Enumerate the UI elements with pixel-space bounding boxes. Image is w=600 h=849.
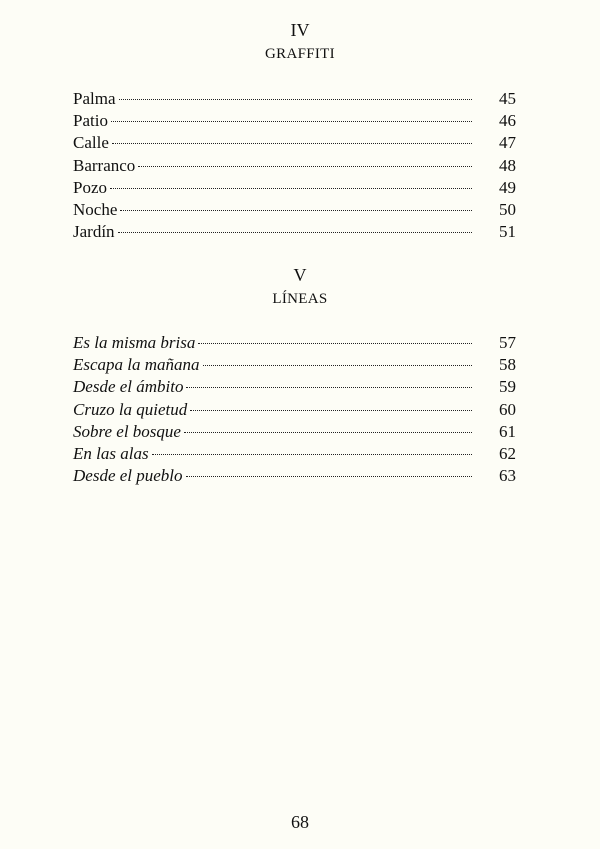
toc-entry-page: 47: [499, 133, 516, 153]
dot-leader: [186, 387, 472, 388]
dot-leader: [138, 166, 472, 167]
toc-entry-page: 48: [499, 155, 516, 175]
toc-entry-page: 45: [499, 89, 516, 108]
dot-leader: [112, 143, 472, 144]
toc-entry-title: En las alas: [73, 443, 149, 463]
toc-entry-page: 62: [499, 443, 516, 463]
toc-entry-title: Cruzo la quietud: [73, 399, 188, 419]
dot-leader: [190, 410, 472, 411]
dot-leader: [111, 121, 472, 122]
dot-leader: [110, 188, 472, 189]
dot-leader: [198, 343, 472, 344]
toc-entry-es-la-misma-brisa[interactable]: [73, 332, 516, 354]
dot-leader: [152, 454, 472, 455]
toc-entry-title: Es la misma brisa: [73, 333, 196, 352]
toc-entry-sobre-el-bosque[interactable]: [73, 421, 516, 443]
section-iv-title: GRAFFITI: [265, 46, 335, 62]
section-iv-numeral: IV: [290, 20, 310, 40]
toc-entry-page: 58: [499, 355, 516, 375]
toc-entry-jardin[interactable]: [73, 221, 516, 243]
toc-list-lineas: [73, 332, 516, 487]
dot-leader: [203, 365, 472, 366]
toc-list-graffiti: [73, 88, 516, 243]
toc-entry-title: Jardín: [73, 222, 115, 242]
toc-entry-patio[interactable]: [73, 110, 516, 132]
toc-entry-calle[interactable]: [73, 132, 516, 154]
toc-entry-page: 63: [499, 466, 516, 486]
toc-entry-page: 46: [499, 111, 516, 131]
toc-entry-title: Patio: [73, 111, 108, 131]
toc-entry-escapa-la-manana[interactable]: [73, 354, 516, 376]
toc-entry-desde-el-ambito[interactable]: [73, 376, 516, 398]
toc-entry-page: 61: [499, 421, 516, 441]
toc-entry-page: 60: [499, 399, 516, 419]
toc-entry-palma[interactable]: [73, 88, 516, 110]
toc-entry-title: Desde el ámbito: [73, 377, 184, 397]
toc-entry-title: Barranco: [73, 155, 136, 175]
toc-entry-title: Palma: [73, 89, 116, 108]
toc-entry-title: Sobre el bosque: [73, 421, 181, 441]
toc-entry-title: Pozo: [73, 177, 107, 197]
toc-entry-page: 49: [499, 177, 516, 197]
dot-leader: [186, 476, 472, 477]
toc-entry-title: Escapa la mañana: [73, 355, 200, 375]
dot-leader: [120, 210, 472, 211]
dot-leader: [184, 432, 472, 433]
dot-leader: [118, 232, 472, 233]
toc-entry-page: 57: [499, 333, 516, 352]
section-v-numeral: V: [293, 265, 307, 285]
toc-entry-desde-el-pueblo[interactable]: [73, 465, 516, 487]
toc-entry-page: 51: [499, 222, 516, 242]
toc-entry-title: Noche: [73, 199, 118, 219]
toc-entry-noche[interactable]: [73, 199, 516, 221]
toc-entry-title: Calle: [73, 133, 109, 153]
dot-leader: [119, 99, 473, 100]
toc-entry-barranco[interactable]: [73, 155, 516, 177]
toc-entry-en-las-alas[interactable]: [73, 443, 516, 465]
toc-entry-pozo[interactable]: [73, 177, 516, 199]
page-number: 68: [291, 812, 309, 832]
toc-entry-page: 50: [499, 199, 516, 219]
toc-entry-title: Desde el pueblo: [73, 466, 183, 486]
toc-entry-page: 59: [499, 377, 516, 397]
toc-entry-cruzo-la-quietud[interactable]: [73, 399, 516, 421]
section-v-title: LÍNEAS: [272, 291, 328, 307]
